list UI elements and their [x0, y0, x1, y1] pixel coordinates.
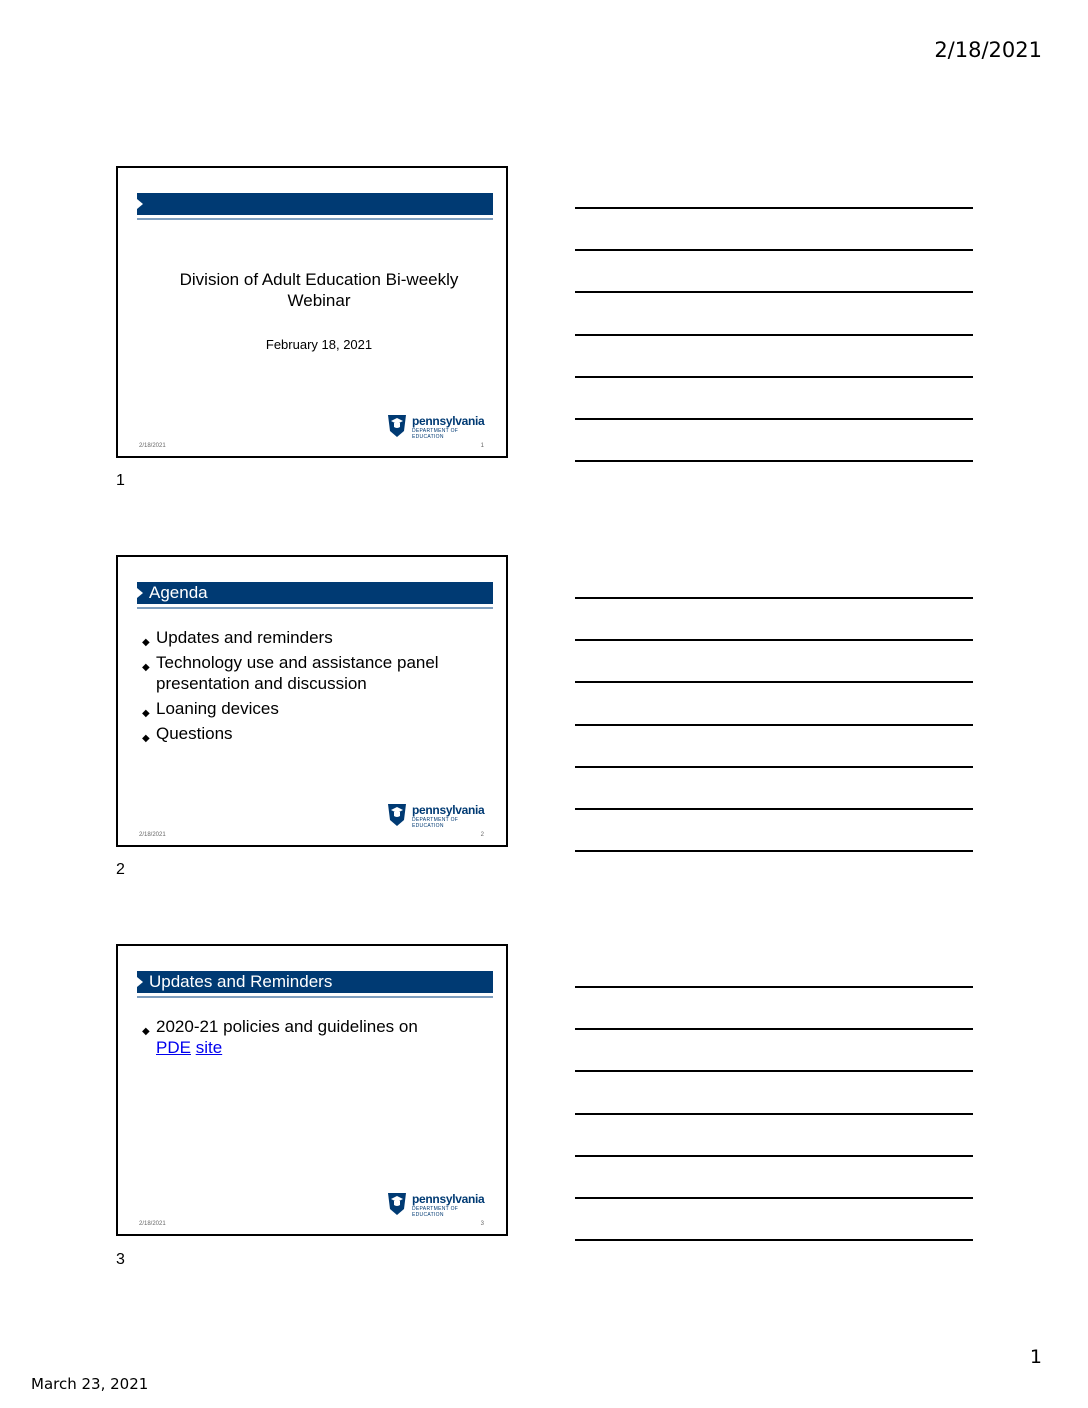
- bullet-item: ◆ Questions: [138, 723, 478, 744]
- note-line: [575, 418, 973, 420]
- note-line: [575, 1197, 973, 1199]
- note-line: [575, 1028, 973, 1030]
- note-line: [575, 460, 973, 462]
- logo-name: pennsylvania: [412, 803, 485, 817]
- diamond-bullet-icon: ◆: [142, 662, 150, 673]
- slide-footer-number: 1: [480, 443, 484, 449]
- note-line: [575, 1155, 973, 1157]
- note-line: [575, 639, 973, 641]
- title-bar-rule: [137, 218, 493, 220]
- diamond-bullet-icon: ◆: [142, 733, 150, 744]
- slide-2: [116, 555, 508, 847]
- slide-footer-date: 2/18/2021: [139, 443, 166, 449]
- arrow-icon: [137, 199, 143, 209]
- slide-label: 1: [116, 472, 125, 489]
- page-date: 2/18/2021: [934, 38, 1042, 62]
- page-number: 1: [1029, 1346, 1042, 1368]
- note-line: [575, 850, 973, 852]
- note-line: [575, 249, 973, 251]
- slide-title: Division of Adult Education Bi-weekly Webinar: [179, 270, 459, 310]
- slide-footer-number: 3: [480, 1221, 484, 1227]
- arrow-icon: [137, 588, 143, 598]
- arrow-icon: [137, 977, 143, 987]
- logo-name: pennsylvania: [412, 414, 485, 428]
- note-line: [575, 681, 973, 683]
- bullet-list: [138, 627, 478, 748]
- slide-3: [116, 944, 508, 1236]
- logo-dept: DEPARTMENT OF EDUCATION: [412, 428, 459, 440]
- note-line: [575, 376, 973, 378]
- pennsylvania-logo: [386, 1192, 486, 1216]
- note-line: [575, 1070, 973, 1072]
- slide-title-bar: [137, 971, 493, 993]
- slide-footer-date: 2/18/2021: [139, 1221, 166, 1227]
- note-line: [575, 334, 973, 336]
- slide-label: 3: [116, 1251, 125, 1268]
- diamond-bullet-icon: ◆: [142, 708, 150, 719]
- bullet-item: ◆ Updates and reminders: [138, 627, 478, 648]
- keystone-logo-icon: [386, 803, 408, 827]
- slide-label: 2: [116, 861, 125, 878]
- logo-dept: DEPARTMENT OF EDUCATION: [412, 1206, 459, 1218]
- note-line: [575, 597, 973, 599]
- print-date: March 23, 2021: [31, 1375, 149, 1393]
- keystone-logo-icon: [386, 414, 408, 438]
- slide-footer-date: 2/18/2021: [139, 832, 166, 838]
- logo-name: pennsylvania: [412, 1192, 485, 1206]
- site-link[interactable]: site: [195, 1038, 223, 1057]
- note-line: [575, 1113, 973, 1115]
- pde-link[interactable]: PDE: [156, 1038, 191, 1057]
- slide-1: [116, 166, 508, 458]
- note-line: [575, 808, 973, 810]
- slide-title-bar: [137, 193, 493, 215]
- diamond-bullet-icon: ◆: [142, 1026, 150, 1037]
- title-bar-rule: [137, 996, 493, 998]
- bullet-list: [138, 1016, 478, 1062]
- title-bar-rule: [137, 607, 493, 609]
- bullet-item: ◆ 2020-21 policies and guidelines on PDE site: [142, 1017, 418, 1057]
- slide-footer-number: 2: [480, 832, 484, 838]
- note-line: [575, 207, 973, 209]
- diamond-bullet-icon: ◆: [142, 637, 150, 648]
- pennsylvania-logo: [386, 803, 486, 827]
- note-line: [575, 1239, 973, 1241]
- bullet-item: ◆ Technology use and assistance panel presentation and discussion: [142, 653, 439, 693]
- slide-bar-title: Updates and Reminders: [149, 972, 333, 991]
- slide-subtitle: February 18, 2021: [265, 337, 373, 352]
- note-line: [575, 291, 973, 293]
- slide-title-bar: [137, 582, 493, 604]
- slide-bar-title: Agenda: [149, 583, 208, 602]
- note-line: [575, 986, 973, 988]
- note-line: [575, 766, 973, 768]
- bullet-item: ◆ Loaning devices: [138, 698, 478, 719]
- pennsylvania-logo: [386, 414, 486, 438]
- keystone-logo-icon: [386, 1192, 408, 1216]
- note-line: [575, 724, 973, 726]
- logo-dept: DEPARTMENT OF EDUCATION: [412, 817, 459, 829]
